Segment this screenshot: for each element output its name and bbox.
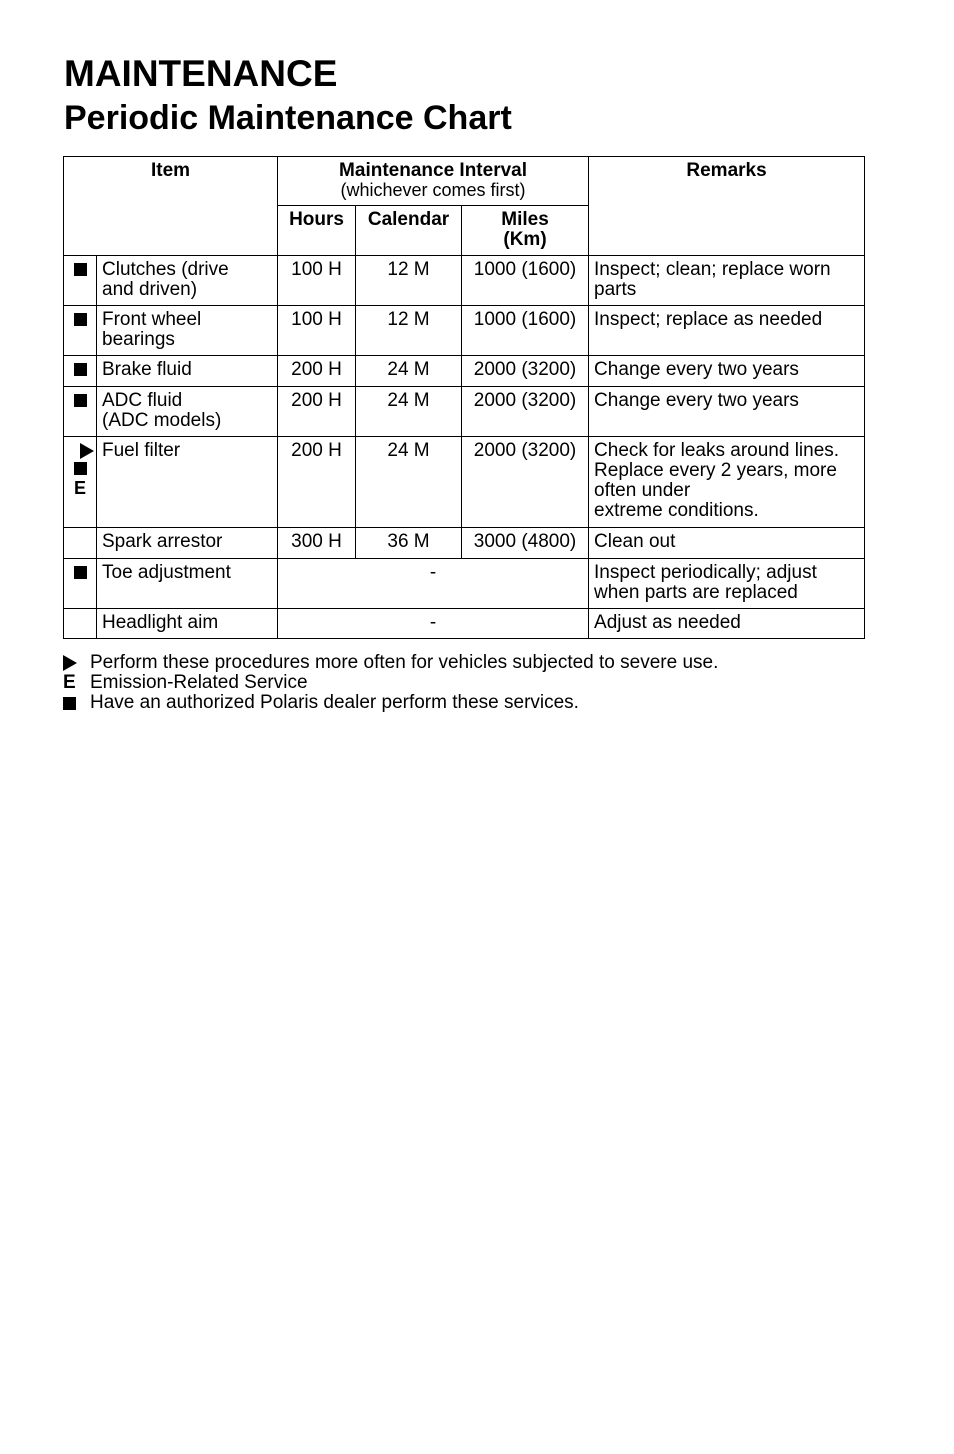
header-remarks: Remarks [589,157,865,256]
remarks-cell: Change every two years [589,356,865,387]
interval-merged-cell: - [278,559,589,609]
row-symbols [64,609,97,639]
dealer-service-square-icon [74,462,87,475]
remarks-text: Inspect; clean; replace worn [594,259,831,280]
legend-text: Emission-Related Service [90,672,308,693]
legend-item [63,653,718,673]
legend-item [63,693,718,713]
item-cell: Headlight aim [97,609,278,639]
remarks-text-2: when parts are replaced [594,582,798,603]
interval-merged-cell: - [278,609,589,639]
legend-marker [63,655,90,671]
calendar-cell: 24 M [356,356,462,387]
dealer-service-square-icon [74,394,87,407]
miles-cell: 3000 (4800) [462,528,589,559]
item-text: ADC fluid [102,390,183,411]
item-cell: Spark arrestor [97,528,278,559]
remarks-text-4: extreme conditions. [594,500,759,521]
remarks-cell: Inspect; replace as needed [589,306,865,356]
page-title: MAINTENANCE [64,53,338,94]
dealer-service-square-icon [74,313,87,326]
item-text-2: bearings [102,329,175,350]
table-row [64,356,865,387]
row-symbols [64,356,97,387]
calendar-cell: 12 M [356,256,462,306]
miles-cell: 2000 (3200) [462,356,589,387]
table-header-row [64,157,865,206]
remarks-cell [589,559,865,609]
legend-marker [63,697,90,710]
calendar-cell: 36 M [356,528,462,559]
remarks-text-2: Replace every 2 years, more [594,460,837,481]
calendar-cell: 24 M [356,437,462,528]
table-row [64,306,865,356]
header-interval-label: Maintenance Interval [339,160,527,181]
table-row [64,387,865,437]
remarks-text: Inspect periodically; adjust [594,562,817,583]
table-row [64,528,865,559]
row-symbols [64,256,97,306]
legend [63,653,718,713]
remarks-cell [589,437,865,528]
severe-use-triangle-icon [63,655,77,671]
legend-text: Have an authorized Polaris dealer perform these services. [90,692,579,713]
calendar-cell: 24 M [356,387,462,437]
maintenance-chart-table [63,156,865,639]
miles-cell: 2000 (3200) [462,437,589,528]
item-text: Front wheel [102,309,202,330]
header-calendar: Calendar [356,206,462,256]
table-row [64,559,865,609]
table-row [64,437,865,528]
severe-use-triangle-icon [80,443,94,459]
hours-cell: 200 H [278,437,356,528]
item-text: Clutches (drive [102,259,229,280]
legend-text: Perform these procedures more often for vehicles subjected to severe use. [90,652,719,673]
remarks-cell [589,256,865,306]
item-cell [97,387,278,437]
header-miles-unit: (Km) [503,229,547,250]
hours-cell: 100 H [278,306,356,356]
row-symbols [64,528,97,559]
hours-cell: 100 H [278,256,356,306]
dealer-service-square-icon [74,363,87,376]
item-cell [97,306,278,356]
table-row [64,256,865,306]
remarks-text-3: often under [594,480,691,501]
remarks-text-2: parts [594,279,637,300]
dealer-service-square-icon [74,263,87,276]
emission-e-icon: E [73,478,86,498]
item-cell: Toe adjustment [97,559,278,609]
header-miles-label: Miles [501,209,549,230]
header-miles [462,206,589,256]
table-row [64,609,865,639]
item-cell: Brake fluid [97,356,278,387]
hours-cell: 300 H [278,528,356,559]
item-text-2: and driven) [102,279,198,300]
header-interval [278,157,589,206]
remarks-cell: Change every two years [589,387,865,437]
miles-cell: 2000 (3200) [462,387,589,437]
dealer-service-square-icon [74,566,87,579]
header-item: Item [64,157,278,256]
calendar-cell: 12 M [356,306,462,356]
row-symbols [64,559,97,609]
remarks-text: Check for leaks around lines. [594,440,840,461]
remarks-cell: Clean out [589,528,865,559]
hours-cell: 200 H [278,387,356,437]
item-cell [97,256,278,306]
row-symbols [64,437,97,528]
header-hours: Hours [278,206,356,256]
header-interval-note: (whichever comes first) [340,180,526,200]
dealer-service-square-icon [63,697,76,710]
row-symbols [64,387,97,437]
emission-e-icon: E [63,672,76,693]
miles-cell: 1000 (1600) [462,306,589,356]
hours-cell: 200 H [278,356,356,387]
item-cell: Fuel filter [97,437,278,528]
legend-item [63,673,718,693]
item-text-2: (ADC models) [102,410,222,431]
miles-cell: 1000 (1600) [462,256,589,306]
row-symbols [64,306,97,356]
remarks-cell: Adjust as needed [589,609,865,639]
page-subtitle: Periodic Maintenance Chart [64,99,512,137]
legend-marker [63,673,90,693]
